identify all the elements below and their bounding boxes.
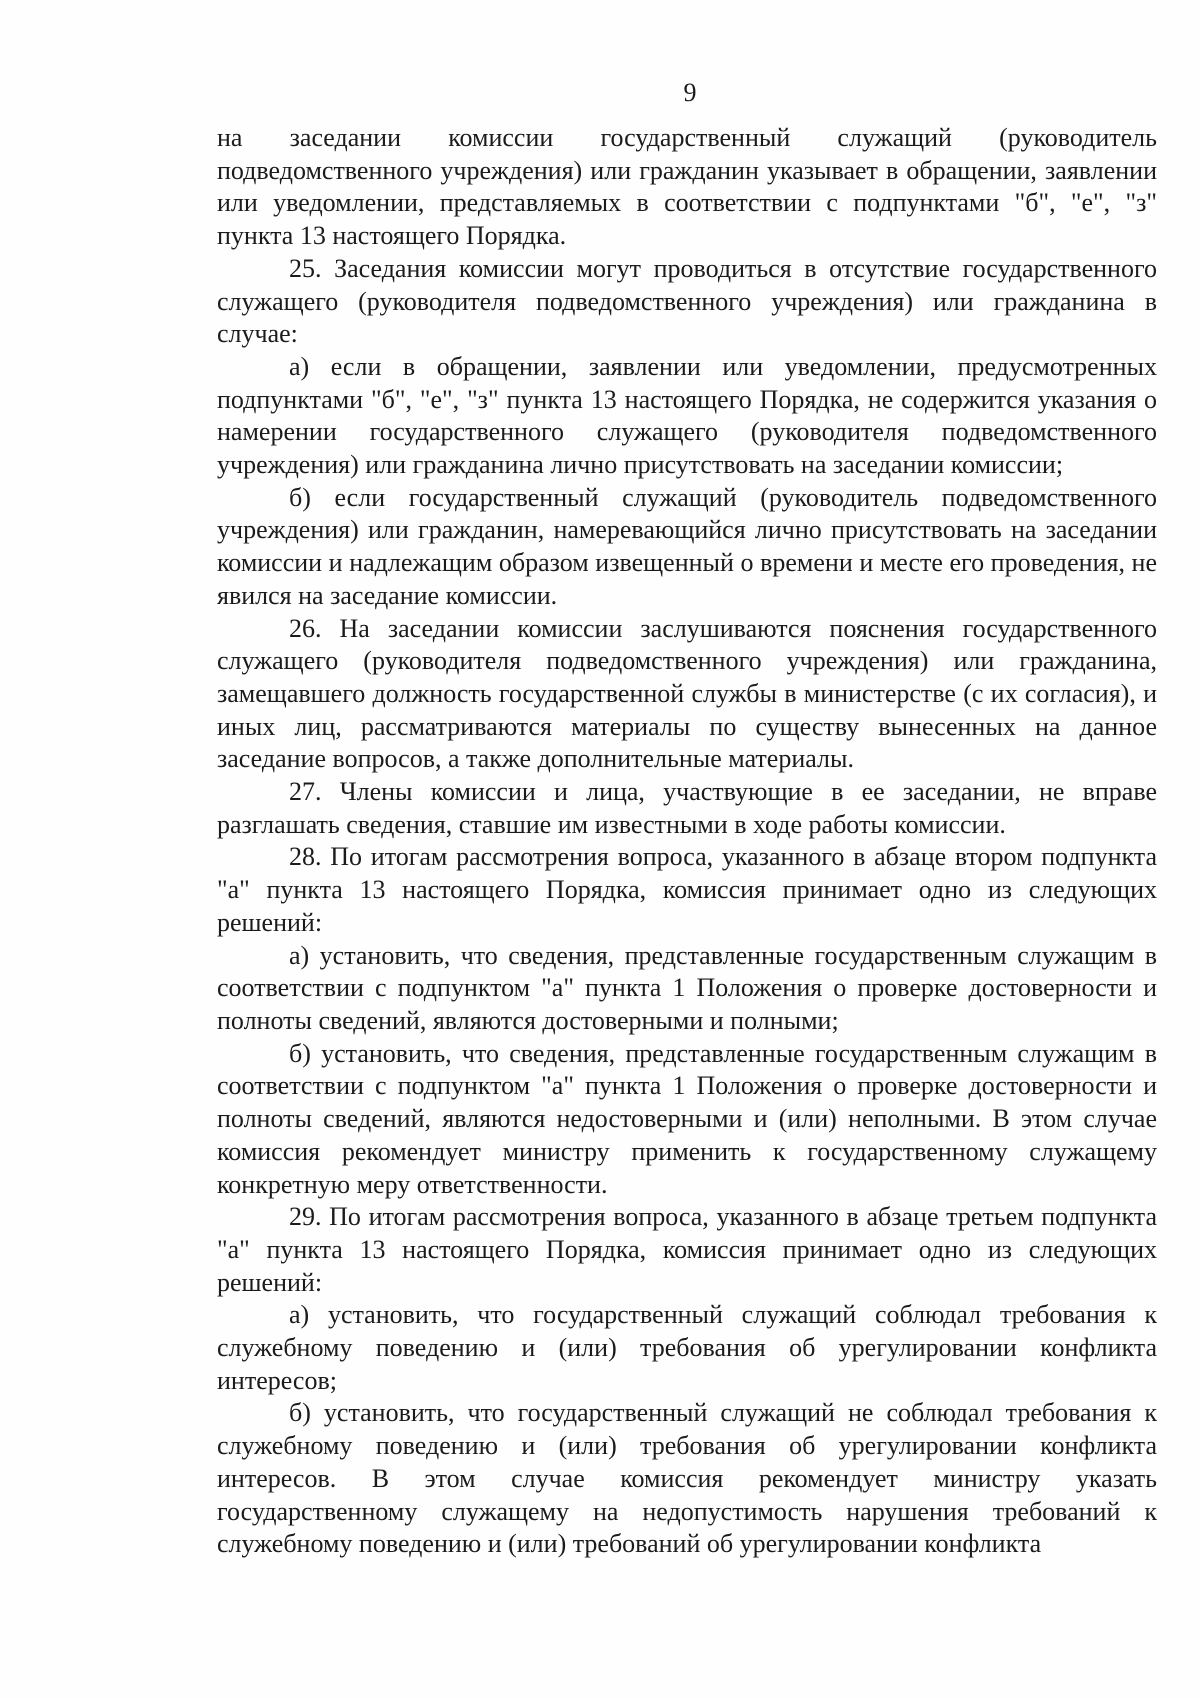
body-text <box>217 122 1157 1561</box>
paragraph-27: 27. Члены комиссии и лица, участвующие в ее заседании, не вправе разглашать сведения, ставшие им известными в ходе работы комиссии. <box>217 777 1157 839</box>
paragraph-29-a: а) установить, что государственный служащий соблюдал требования к служебному поведению и (или) требования об урегулировании конфликта интересов; <box>217 1300 1157 1395</box>
page-number: 9 <box>683 78 697 107</box>
paragraph-28-b: б) установить, что сведения, представленные государственным служащим в соответствии с подпунктом "а" пункта 1 Положения о проверке достоверности и полноты сведений, являются недостоверными и (или) неполными. В этом случае комиссия рекомендует министру применить к государственному служащему конкретную меру ответственности. <box>217 1038 1157 1199</box>
paragraph-28-a: а) установить, что сведения, представленные государственным служащим в соответствии с подпунктом "а" пункта 1 Положения о проверке достоверности и полноты сведений, являются достоверными и полными; <box>217 940 1157 1035</box>
paragraph-26: 26. На заседании комиссии заслушиваются пояснения государственного служащего (руководителя подведомственного учреждения) или гражданина, замещавшего должность государственной службы в министерстве (с их согласия), и иных лиц, рассматриваются материалы по существу вынесенных на данное заседание вопросов, а также дополнительные материалы. <box>217 613 1157 774</box>
paragraph-29: 29. По итогам рассмотрения вопроса, указанного в абзаце третьем подпункта "а" пункта 13 настоящего Порядка, комиссия принимает одно из следующих решений: <box>217 1202 1157 1297</box>
paragraph-29-b: б) установить, что государственный служащий не соблюдал требования к служебному поведению и (или) требования об урегулировании конфликта интересов. В этом случае комиссия рекомендует министру указать государственному служащему на недопустимость нарушения требований к служебному поведению и (или) требований об урегулировании конфликта <box>217 1398 1157 1559</box>
paragraph-25: 25. Заседания комиссии могут проводиться в отсутствие государственного служащего (руководителя подведомственного учреждения) или гражданина в случае: <box>217 253 1157 349</box>
paragraph-continuation: на заседании комиссии государственный служащий (руководитель подведомственного учреждения) или гражданин указывает в обращении, заявлении или уведомлении, представляемых в соответствии с подпунктами "б", "е", "з" пункта 13 настоящего Порядка. <box>217 123 1157 251</box>
paragraph-25-b: б) если государственный служащий (руководитель подведомственного учреждения) или гражданин, намеревающийся лично присутствовать на заседании комиссии и надлежащим образом извещенный о времени и месте его проведения, не явился на заседание комиссии. <box>217 482 1157 610</box>
paragraph-28: 28. По итогам рассмотрения вопроса, указанного в абзаце втором подпункта "а" пункта 13 настоящего Порядка, комиссия принимает одно из следующих решений: <box>217 842 1157 937</box>
paragraph-25-a: а) если в обращении, заявлении или уведомлении, предусмотренных подпунктами "б", "е", "з" пункта 13 настоящего Порядка, не содержится указания о намерении государственного служащего (руководителя подведомственного учреждения) или гражданина лично присутствовать на заседании комиссии; <box>217 351 1157 480</box>
